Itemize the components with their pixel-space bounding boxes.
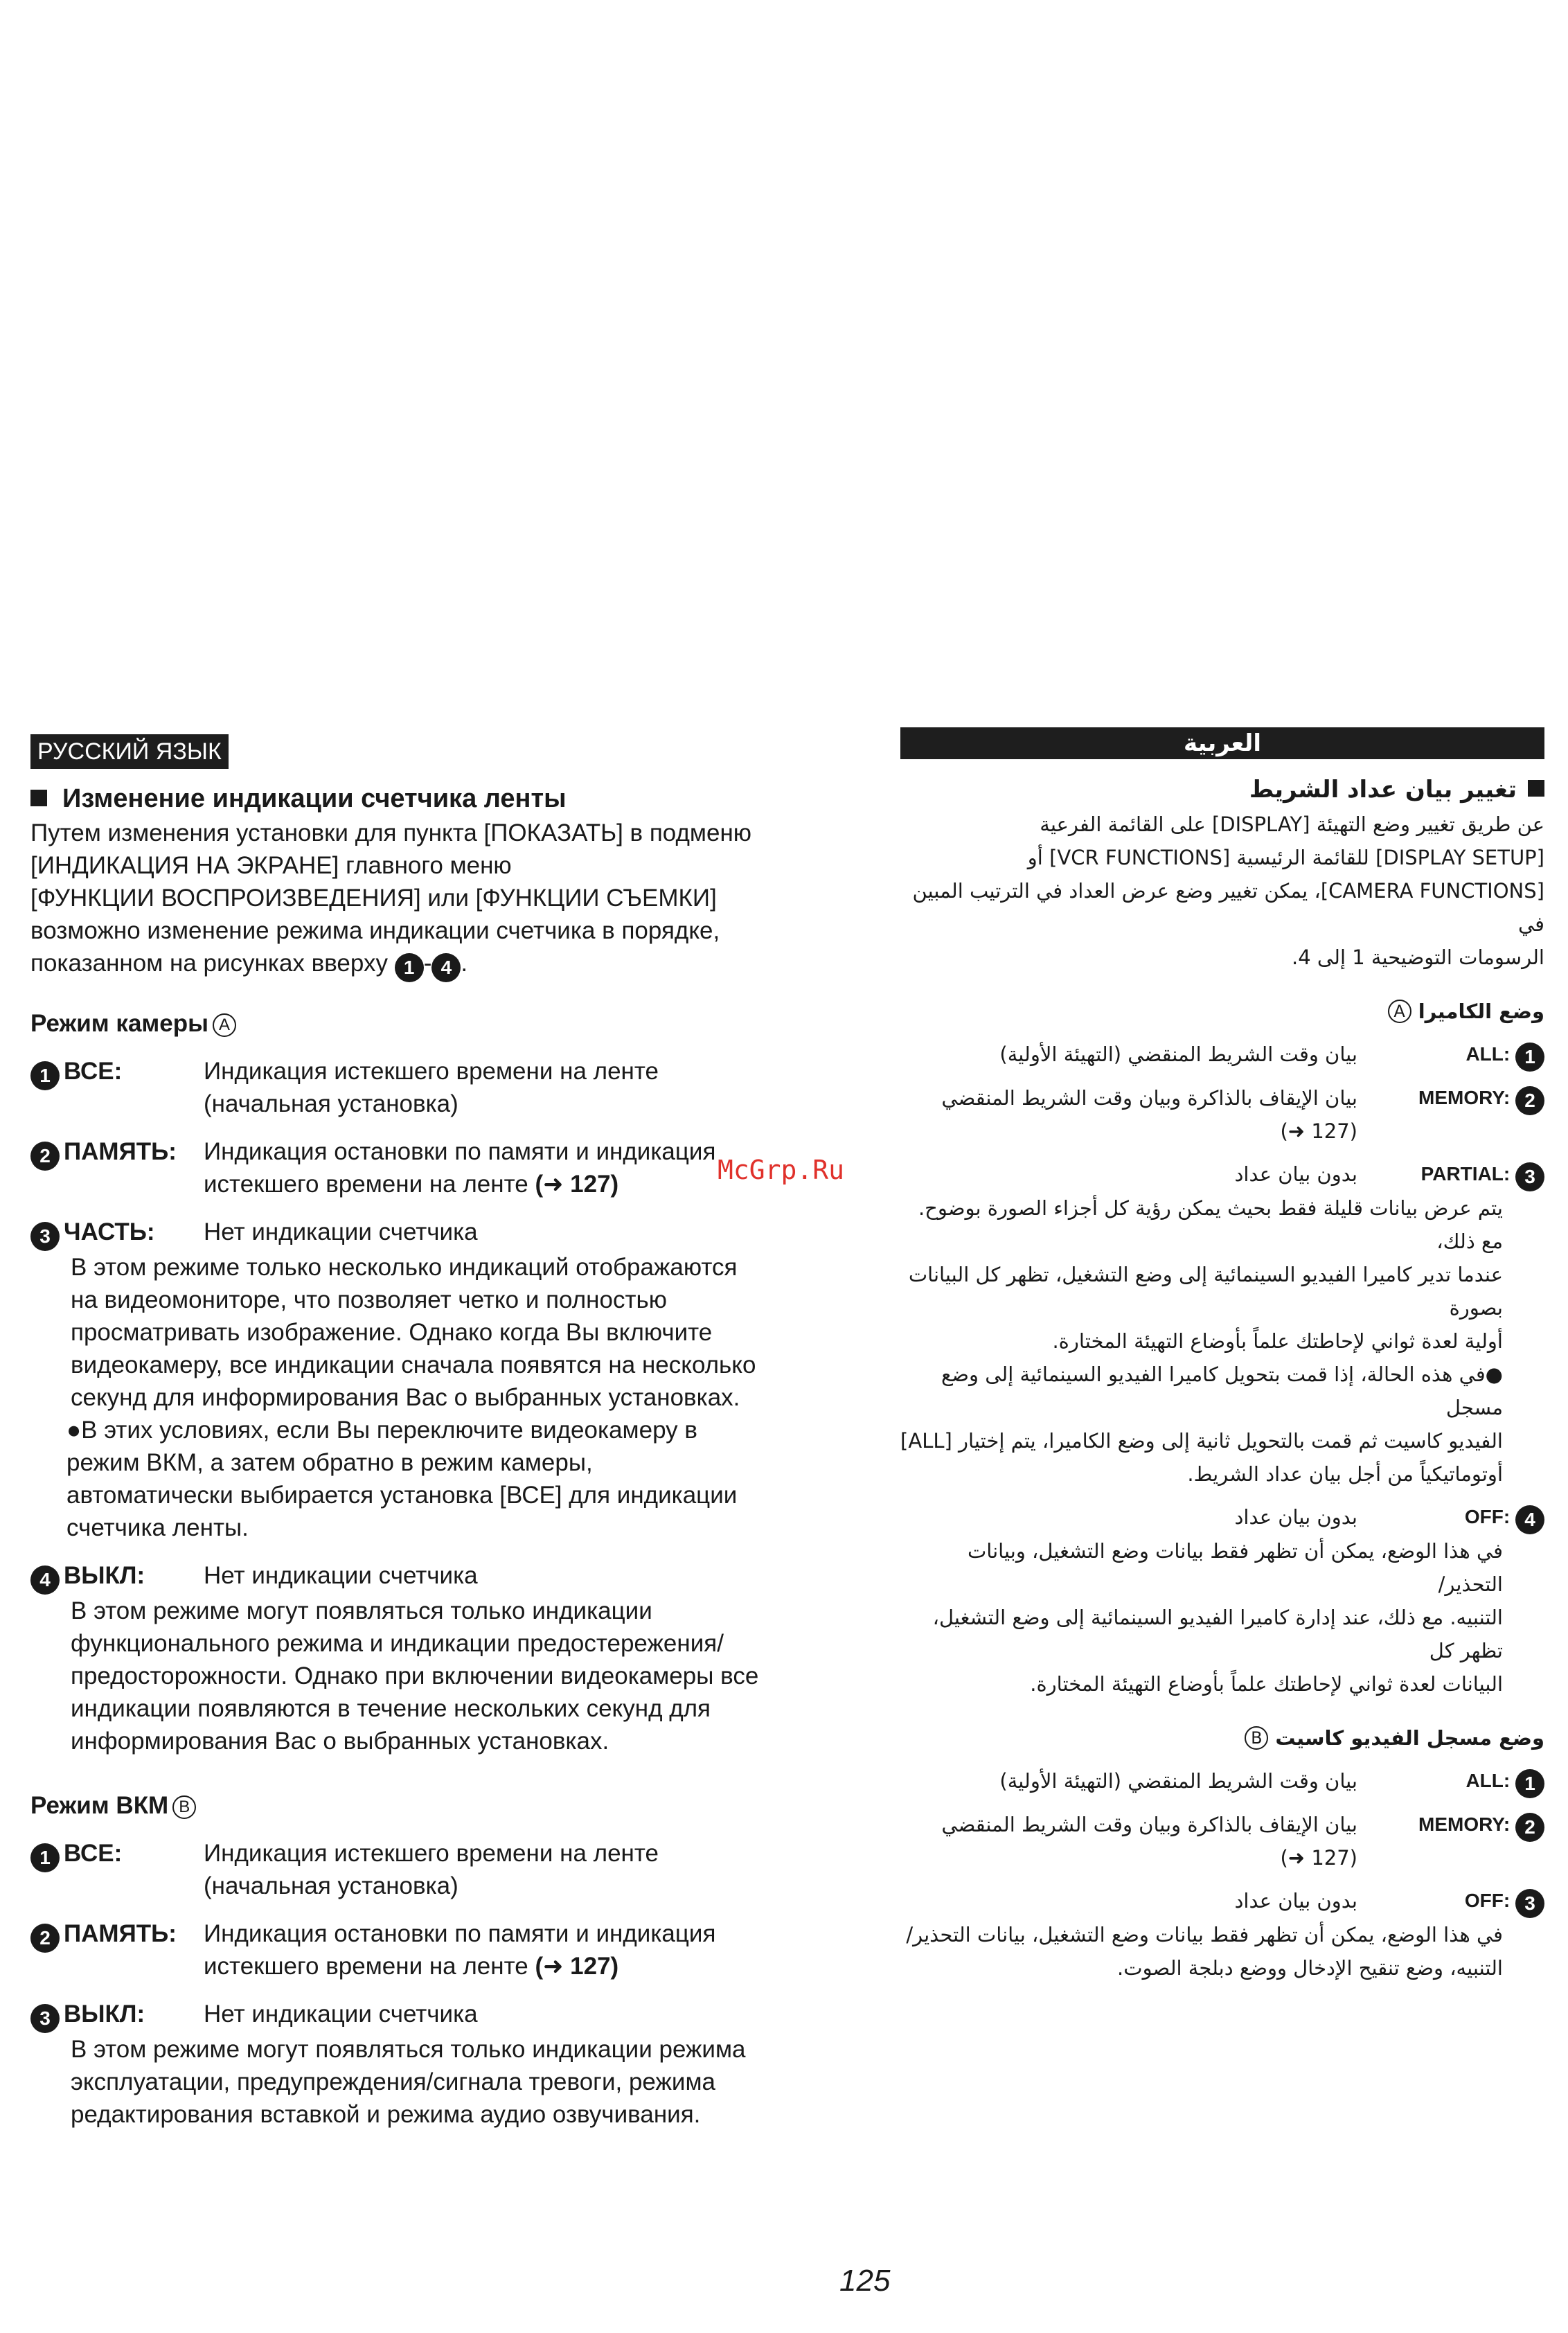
item-description: في هذا الوضع، يمكن أن تظهر فقط بيانات وضع التشغيل، بيانات التحذير/ التنبيه، وضع تنقيح الإدخال ووضع دبلجة الصوت. [906,1923,1503,1980]
step-1-icon: 1 [395,953,424,982]
camera-mode-title-ar: وضع الكاميرا A [900,995,1544,1028]
list-item: 2 ПАМЯТЬ: Индикация остановки по памяти и индикация истекшего времени на ленте (➜ 127) [30,1917,855,1982]
list-item: ALL: 1 بيان وقت الشريط المنقضي (التهيئة الأولية) [900,1038,1544,1072]
number-3-icon: 3 [30,2004,60,2033]
list-item: 3 ВЫКЛ: Нет индикации счетчика [30,1998,855,2033]
circled-b-icon: B [172,1795,196,1819]
item-description: يتم عرض بيانات قليلة فقط بحيث يمكن رؤية كل أجزاء الصورة بوضوح. مع ذلك، عندما تدير كاميرا الفيديو السينمائية إلى وضع التشغيل، تظهر كل البيانات بصورة أولية لعدة ثواني لإحاطتك علماً بأوضاع التهيئة المختارة. ●في هذه الحالة، إذا قمت بتحويل كاميرا الفيديو السينمائية إلى وضع مسجل الفيديو كاسيت ثم قمت بالتحويل ثانية إلى وضع الكاميرا، يتم إختيار [ALL] أوتوماتيكياً من أجل بيان عداد الشريط. [900,1196,1503,1486]
number-2-icon: 2 [30,1142,60,1171]
language-label-ru: РУССКИЙ ЯЗЫК [30,734,229,769]
circled-a-icon: A [1388,1000,1411,1023]
number-3-icon: 3 [1515,1162,1544,1191]
number-3-icon: 3 [1515,1889,1544,1918]
number-1-icon: 1 [1515,1043,1544,1072]
circled-b-icon: B [1245,1726,1268,1750]
note-bullet: ●В этих условиях, если Вы переключите видеокамеру в режим ВКМ, а затем обратно в режим камеры, автоматически выбирается установка [ВСЕ] для индикации счетчика ленты. [66,1417,738,1541]
number-1-icon: 1 [30,1061,60,1090]
number-4-icon: 4 [1515,1505,1544,1534]
page-reference: (➜ 127) [535,1171,619,1198]
section-heading-ru: Изменение индикации счетчика ленты [30,783,855,815]
intro-paragraph-ru: Путем изменения установки для пункта [ПОКАЗАТЬ] в подменю [ИНДИКАЦИЯ НА ЭКРАНЕ] главного меню [ФУНКЦИИ ВОСПРОИЗВЕДЕНИЯ] или [ФУНКЦИИ СЪЕМКИ] возможно изменение режима индикации счетчика в порядке, показанном на рисунках вверху 1 - 4 . [30,817,855,982]
number-4-icon: 4 [30,1565,60,1595]
number-2-icon: 2 [1515,1086,1544,1115]
item-description: В этом режиме могут появляться только индикации функционального режима и индикации предостережения/ предосторожности. Однако при включении видеокамеры все индикации появляются в течение нескольких секунд для информирования Вас о выбранных установках. [71,1597,759,1755]
list-item: PARTIAL: 3 بدون بيان عداد [900,1157,1544,1191]
square-bullet-icon [1528,780,1544,797]
language-label-ar: العربية [900,727,1544,759]
list-item: 1 ВСЕ: Индикация истекшего времени на ленте (начальная установка) [30,1055,855,1120]
watermark: McGrp.Ru [718,1155,845,1185]
list-item: OFF: 3 بدون بيان عداد [900,1884,1544,1918]
vcr-mode-title-ar: وضع مسجل الفيديو كاسيت B [900,1721,1544,1755]
step-4-icon: 4 [431,953,461,982]
number-2-icon: 2 [30,1924,60,1953]
list-item: 3 ЧАСТЬ: Нет индикации счетчика [30,1216,855,1251]
number-2-icon: 2 [1515,1813,1544,1842]
item-description: В этом режиме только несколько индикаций отображаются на видеомониторе, что позволяет четко и полностью просматривать изображение. Однако когда Вы включите видеокамеру, все индикации сначала появятся на несколько секунд для информирования Вас о выбранных установках. [71,1254,756,1411]
arabic-column [900,727,1544,1985]
vcr-mode-title-ru: Режим ВКМ B [30,1789,855,1822]
list-item: 1 ВСЕ: Индикация истекшего времени на ленте (начальная установка) [30,1837,855,1902]
list-item: 4 ВЫКЛ: Нет индикации счетчика [30,1559,855,1595]
list-item: ALL: 1 بيان وقت الشريط المنقضي (التهيئة الأولية) [900,1764,1544,1798]
circled-a-icon: A [213,1013,236,1037]
number-3-icon: 3 [30,1222,60,1251]
item-description: В этом режиме могут появляться только индикации режима эксплуатации, предупреждения/сигнала тревоги, режима редактирования вставкой и режима аудио озвучивания. [71,2036,746,2128]
number-1-icon: 1 [1515,1769,1544,1798]
number-1-icon: 1 [30,1843,60,1872]
item-description: في هذا الوضع، يمكن أن تظهر فقط بيانات وضع التشغيل، وبيانات التحذير/ التنبيه. مع ذلك، عند إدارة كاميرا الفيديو السينمائية إلى وضع التشغيل، تظهر كل البيانات لعدة ثواني لإحاطتك علماً بأوضاع التهيئة المختارة. [932,1539,1503,1696]
page-number: 125 [839,2264,891,2298]
list-item: MEMORY: 2 بيان الإيقاف بالذاكرة وبيان وقت الشريط المنقضي (127 ➜) [900,1808,1544,1874]
list-item: OFF: 4 بدون بيان عداد [900,1500,1544,1534]
page-reference: (➜ 127) [535,1953,619,1980]
camera-mode-title-ru: Режим камеры A [30,1007,855,1040]
list-item: 2 ПАМЯТЬ: Индикация остановки по памяти и индикация истекшего времени на ленте (➜ 127) [30,1135,855,1200]
intro-paragraph-ar: عن طريق تغيير وضع التهيئة [DISPLAY] على القائمة الفرعية [DISPLAY SETUP] للقائمة الرئيسية [VCR FUNCTIONS] أو [CAMERA FUNCTIONS]، يمكن تغيير وضع عرض العداد في الترتيب المبين في الرسومات التوضيحية 1 إلى 4. [912,813,1544,969]
list-item: MEMORY: 2 بيان الإيقاف بالذاكرة وبيان وقت الشريط المنقضي (127 ➜) [900,1081,1544,1148]
section-heading-ar: تغيير بيان عداد الشريط [900,773,1544,806]
square-bullet-icon [30,790,47,806]
russian-column [30,734,855,2131]
